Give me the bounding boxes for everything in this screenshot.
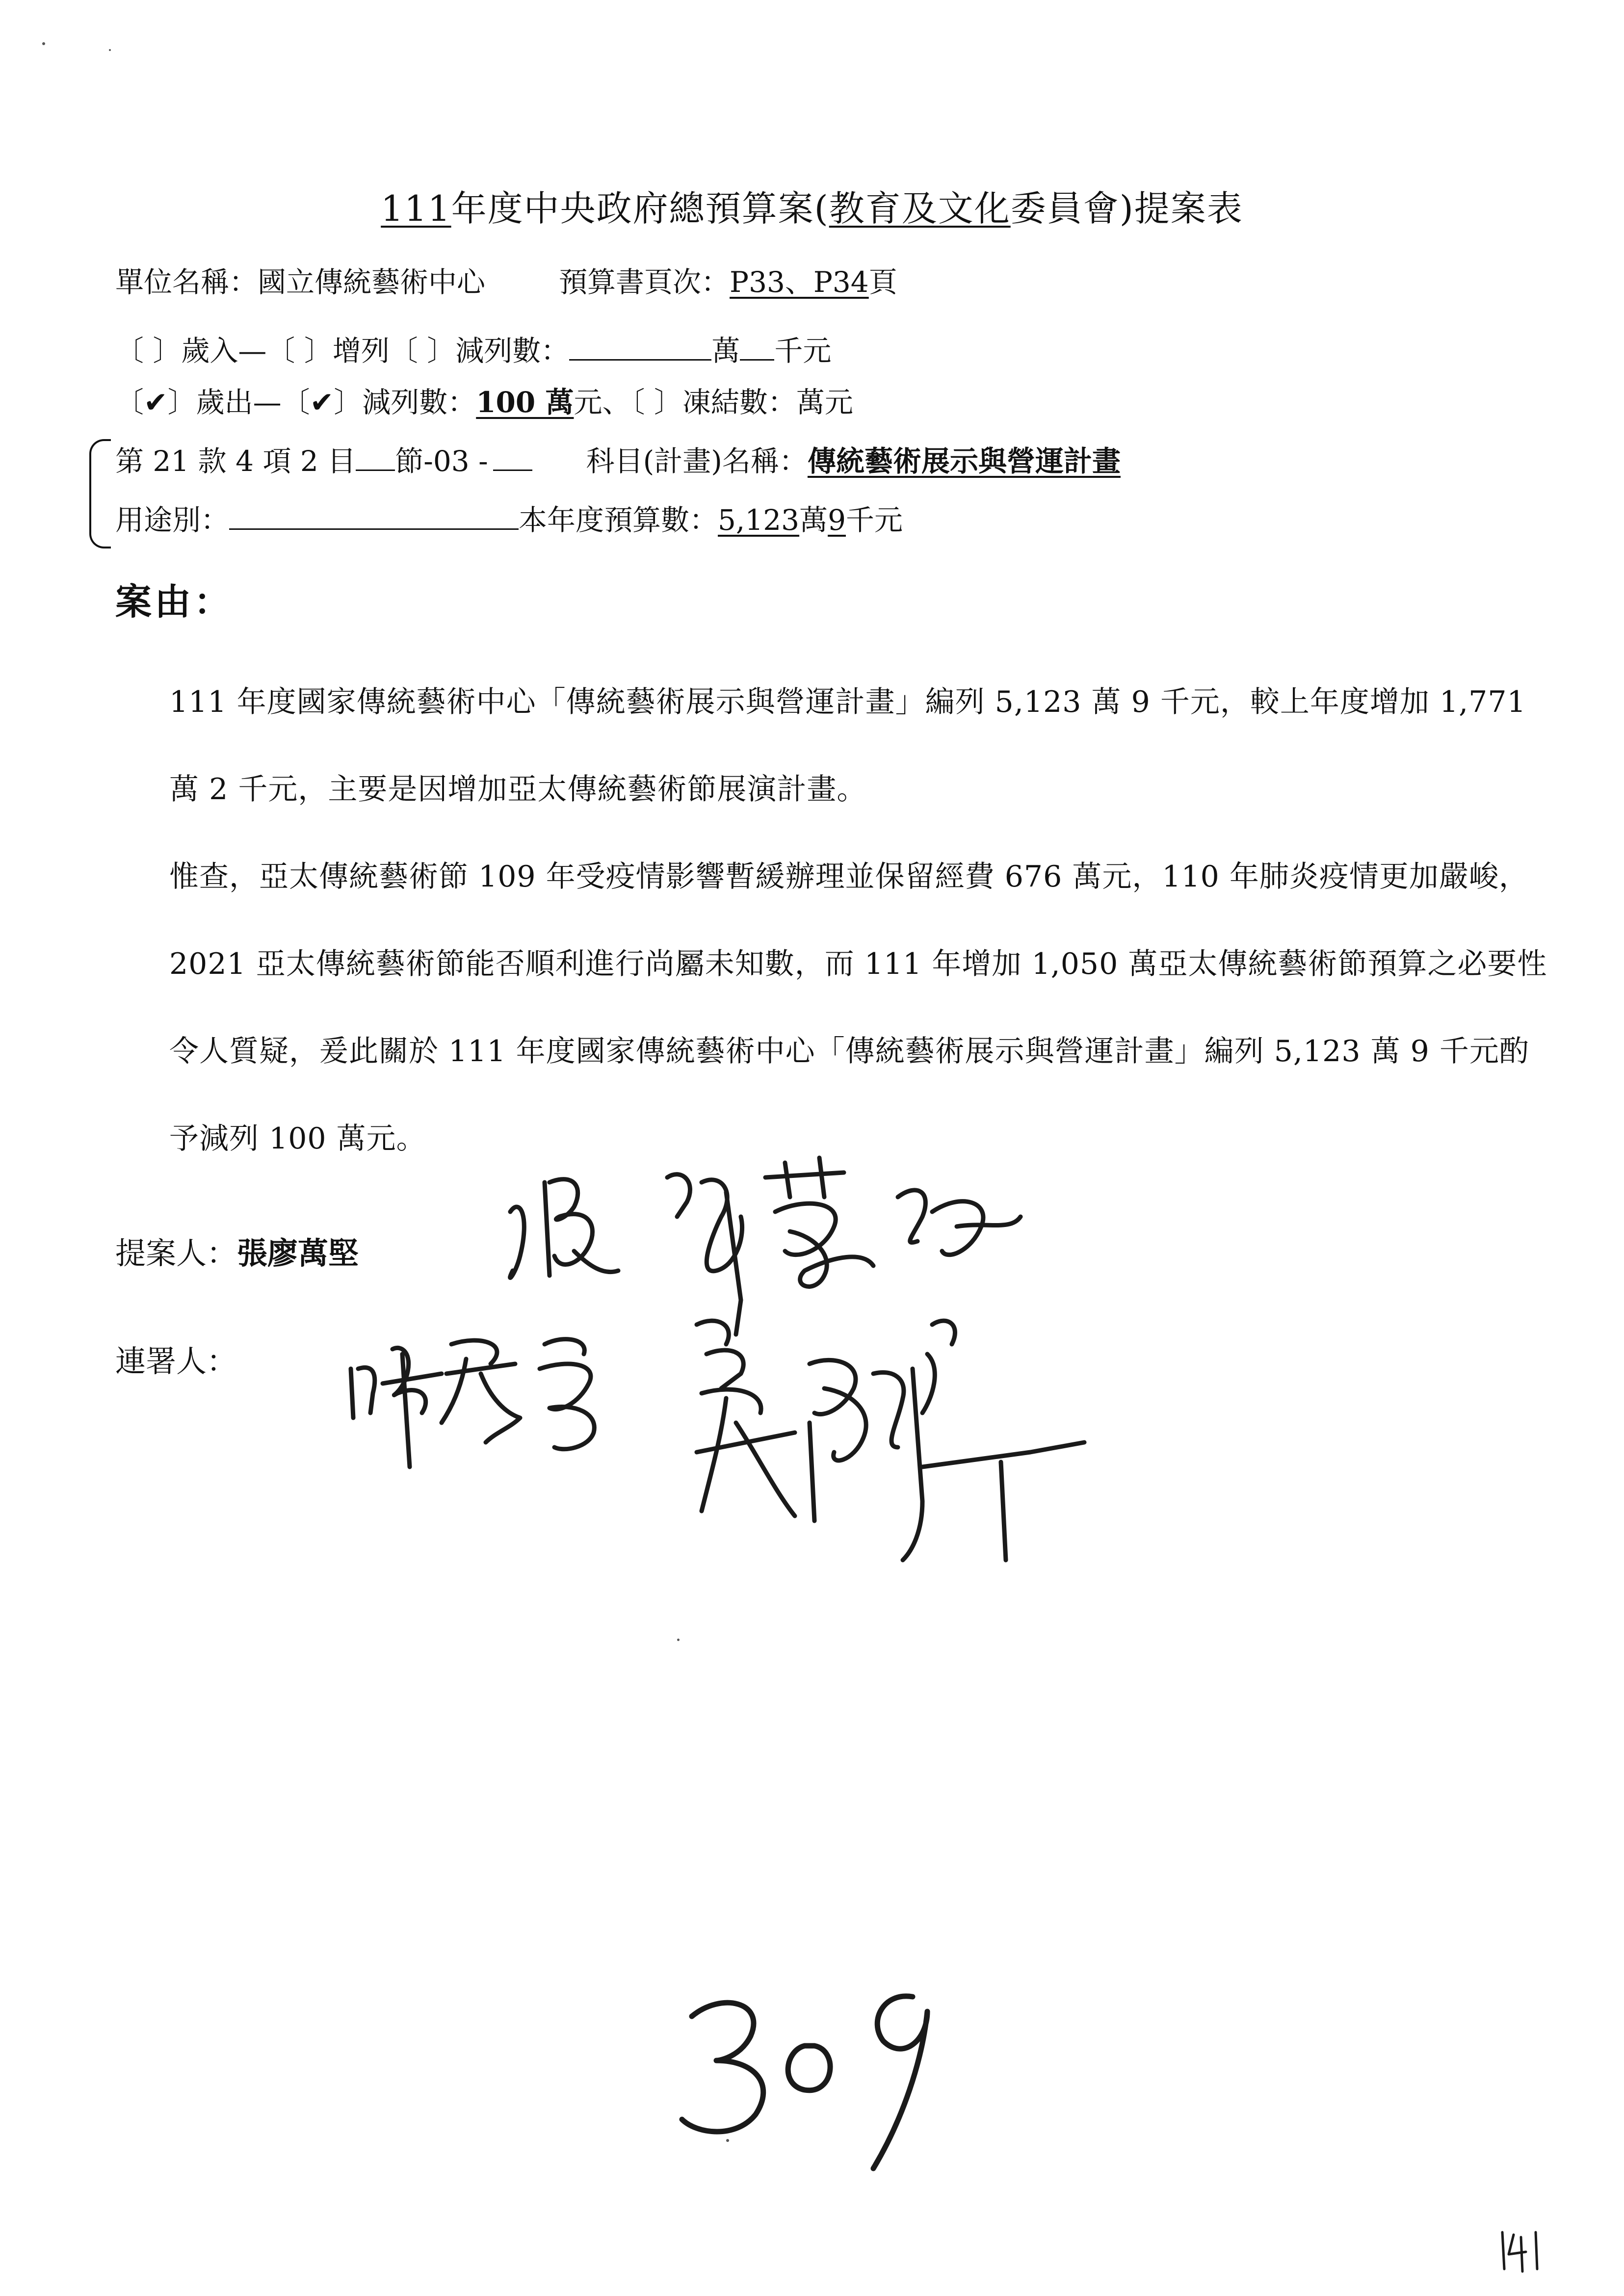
expense-text-2: 元、〔 〕凍結數：萬元 <box>574 386 853 419</box>
scan-speck <box>42 42 45 45</box>
title-part-2: 委員會)提案表 <box>1010 188 1243 229</box>
pages-value: P33、P34 <box>730 265 869 299</box>
pages-label: 預算書頁次： <box>559 265 730 299</box>
reason-paragraph-2: 惟查，亞太傳統藝術節 109 年受疫情影響暫緩辦理並保留經費 676 萬元，110 年肺炎疫情更加嚴峻，2021 亞太傳統藝術節能否順利進行尚屬未知數，而 111 年增加 1,050 萬亞太傳統藝術節預算之必要性令人質疑，爰此關於 111 年度國家傳統藝術中心「傳統藝術展示與營運計畫」編列 5,123 萬 9 千元酌予減列 100 萬元。 <box>169 860 1547 1156</box>
expense-amount: 100 萬 <box>476 386 574 419</box>
item-jie: 節-03 - <box>395 444 488 478</box>
expense-text: 〔✔〕歲出—〔✔〕減列數： <box>115 386 476 419</box>
unit-line <box>115 262 897 302</box>
item-bracket <box>89 439 111 548</box>
revenue-unit-qian: 千元 <box>774 334 832 367</box>
title-year: 111 <box>381 188 451 229</box>
cosigner-signature-2 <box>697 1321 1084 1560</box>
item-text: 第 21 款 4 項 2 目 <box>115 444 356 478</box>
budget-qian-value: 9 <box>828 503 846 537</box>
unit-label: 單位名稱： <box>115 265 258 299</box>
purpose-label: 用途別： <box>115 503 230 537</box>
unit-name: 國立傳統藝術中心 <box>258 265 486 299</box>
subject-label: 科目(計畫)名稱： <box>586 444 808 478</box>
purpose-line <box>115 500 903 540</box>
purpose-blank <box>229 501 519 530</box>
scan-speck <box>109 49 111 51</box>
proposer-line <box>115 1231 359 1276</box>
budget-label: 本年度預算數： <box>519 503 718 537</box>
reason-heading: 案由： <box>115 581 233 623</box>
revenue-unit-wan: 萬 <box>711 334 740 367</box>
proposer-label: 提案人： <box>115 1235 237 1271</box>
scan-speck <box>677 1639 680 1641</box>
cosigner-line <box>115 1339 237 1383</box>
item-blank-1 <box>356 442 395 471</box>
title-committee: 教育及文化 <box>829 188 1011 229</box>
budget-wan-value: 5,123 <box>718 503 800 537</box>
reason-body <box>169 658 1553 1182</box>
scan-speck <box>726 2139 729 2142</box>
revenue-amount-blank <box>569 332 711 361</box>
item-line <box>115 442 1121 481</box>
title-part-1: 年度中央政府總預算案( <box>451 188 829 229</box>
revenue-qian-blank <box>740 332 774 361</box>
document-title <box>0 184 1624 233</box>
revenue-text: 〔 〕歲入—〔 〕增列〔 〕減列數： <box>115 334 570 367</box>
proposer-name: 張廖萬堅 <box>237 1235 359 1271</box>
cosigner-label: 連署人： <box>115 1343 237 1379</box>
pages-suffix: 頁 <box>868 265 897 299</box>
expense-line <box>115 383 853 422</box>
proposer-signature <box>510 1158 1021 1334</box>
revenue-line <box>115 331 831 370</box>
cosigner-signature-1 <box>351 1339 594 1467</box>
handwritten-page-number-141 <box>1502 2232 1537 2271</box>
subject-name: 傳統藝術展示與營運計畫 <box>807 444 1121 478</box>
handwritten-number-309 <box>682 1996 927 2168</box>
budget-wan-unit: 萬 <box>799 503 828 537</box>
budget-qian-unit: 千元 <box>846 503 903 537</box>
reason-paragraph-1: 111 年度國家傳統藝術中心「傳統藝術展示與營運計畫」編列 5,123 萬 9 千元，較上年度增加 1,771 萬 2 千元，主要是因增加亞太傳統藝術節展演計畫。 <box>169 685 1526 807</box>
item-blank-2 <box>493 442 532 471</box>
